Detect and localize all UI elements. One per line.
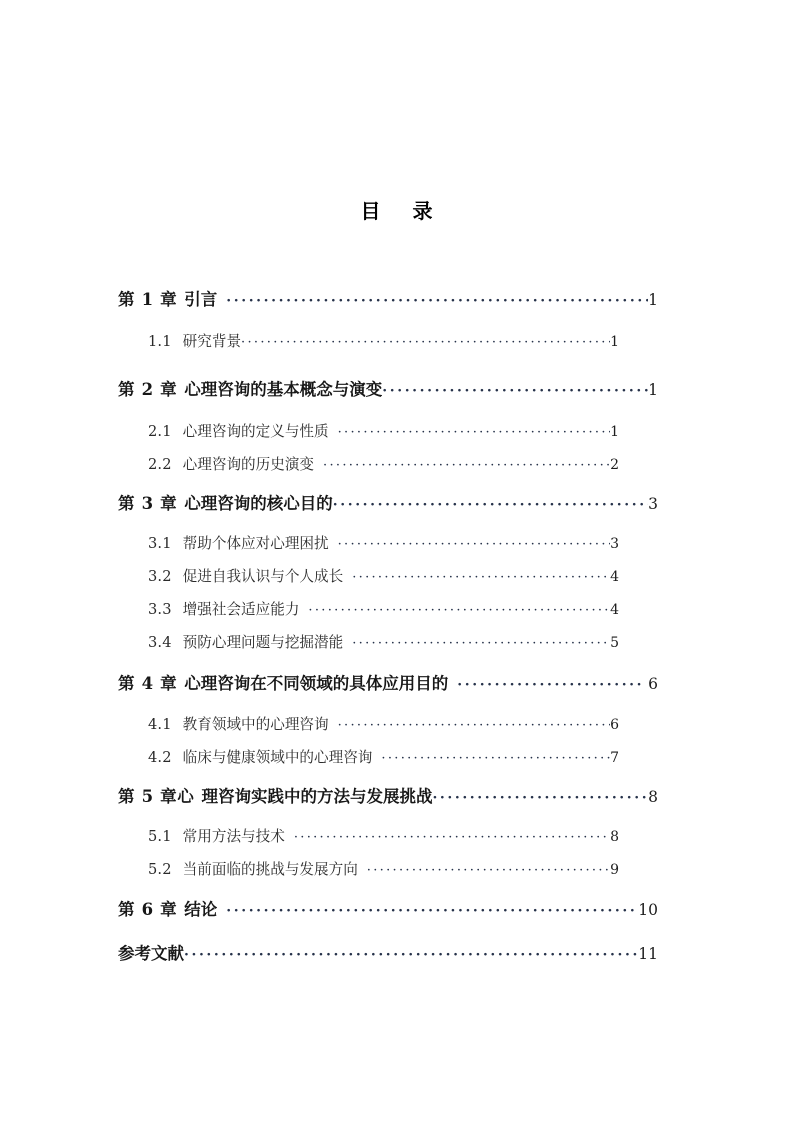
toc-entry-page-number: 3 [610, 536, 619, 552]
toc-entry-number: 5.1 [148, 828, 172, 845]
toc-section-entry[interactable] [148, 453, 619, 486]
dot-leader [432, 791, 648, 808]
toc-entry-number: 3.4 [148, 634, 172, 651]
toc-entry-number: 1.1 [148, 333, 172, 350]
dot-leader [338, 538, 610, 553]
toc-entry-title: 结论 [184, 900, 218, 919]
toc-section-entry[interactable] [148, 825, 619, 858]
toc-entry-page-number: 10 [638, 901, 658, 919]
dot-leader [382, 384, 648, 401]
toc-entry-title: 预防心理问题与挖掘潜能 [182, 634, 344, 651]
toc-chapter-entry[interactable] [118, 286, 658, 326]
toc-section-entry[interactable] [148, 858, 619, 891]
toc-entry-title: 增强社会适应能力 [182, 601, 300, 618]
toc-entry-title: 当前面临的挑战与发展方向 [182, 861, 358, 878]
toc-section-entry[interactable] [148, 420, 619, 453]
toc-entry-page-number: 6 [648, 675, 658, 693]
toc-entry-page-number: 1 [610, 334, 619, 350]
toc-chapter-entry[interactable] [118, 376, 658, 416]
toc-chapter-entry[interactable] [118, 940, 658, 980]
toc-entry-page-number: 8 [648, 788, 658, 806]
toc-entry-title: 教育领域中的心理咨询 [182, 716, 329, 733]
toc-entry-number: 2.2 [148, 456, 172, 473]
toc-entry-title: 常用方法与技术 [182, 828, 285, 845]
toc-entry-page-number: 8 [610, 829, 619, 845]
dot-leader [226, 904, 638, 921]
toc-entry-title: 研究背景 [182, 333, 242, 350]
dot-leader [333, 498, 648, 515]
toc-entry-page-number: 7 [610, 750, 619, 766]
toc-entry-number: 第 1 章 [118, 290, 178, 309]
toc-chapter-entry[interactable] [118, 490, 658, 530]
toc-entry-number: 3.3 [148, 601, 172, 618]
toc-section-entry[interactable] [148, 631, 619, 664]
dot-leader [381, 752, 610, 767]
toc-section-entry[interactable] [148, 746, 619, 779]
toc-entry-number: 5.2 [148, 861, 172, 878]
toc-entry-title: 促进自我认识与个人成长 [182, 568, 344, 585]
toc-entry-page-number: 5 [610, 635, 619, 651]
dot-leader [323, 459, 610, 474]
page-title: 目 录 [360, 199, 439, 223]
toc-entry-number: 3.1 [148, 535, 172, 552]
toc-entry-number: 第 2 章 [118, 380, 178, 399]
toc-entry-number: 4.1 [148, 716, 172, 733]
toc-entry-title: 心理咨询的核心目的 [184, 494, 333, 513]
dot-leader [184, 948, 638, 965]
toc-section-entry[interactable] [148, 330, 619, 363]
dot-leader [352, 637, 610, 652]
toc-entry-number: 第 3 章 [118, 494, 178, 513]
toc-entry-title: 心理咨询的历史演变 [182, 456, 315, 473]
dot-leader [241, 336, 610, 351]
dot-leader [352, 571, 610, 586]
toc-entry-page-number: 2 [610, 457, 619, 473]
toc-entry-page-number: 1 [648, 381, 658, 399]
toc-entry-page-number: 9 [610, 862, 619, 878]
toc-section-entry[interactable] [148, 713, 619, 746]
toc-entry-page-number: 4 [610, 569, 619, 585]
toc-entry-number: 4.2 [148, 749, 172, 766]
dot-leader [294, 831, 610, 846]
toc-section-entry[interactable] [148, 565, 619, 598]
toc-entry-title: 心理咨询的定义与性质 [182, 423, 329, 440]
toc-section-entry[interactable] [148, 532, 619, 565]
toc-entry-page-number: 1 [648, 291, 658, 309]
toc-entry-title: 引言 [184, 290, 218, 309]
dot-leader [457, 678, 641, 695]
toc-entry-number: 3.2 [148, 568, 172, 585]
toc-entry-title: 帮助个体应对心理困扰 [182, 535, 329, 552]
toc-entry-page-number: 1 [610, 424, 619, 440]
toc-chapter-entry[interactable] [118, 896, 658, 936]
dot-leader [338, 719, 610, 734]
toc-entry-title: 参考文献 [118, 944, 184, 963]
toc-entry-title: 心理咨询在不同领域的具体应用目的 [184, 674, 449, 693]
dot-leader [308, 604, 610, 619]
dot-leader [367, 864, 610, 879]
toc-entry-title: 心理咨询的基本概念与演变 [184, 380, 383, 399]
toc-entry-page-number: 6 [610, 717, 619, 733]
toc-entry-page-number: 11 [638, 945, 658, 963]
toc-entry-page-number: 4 [610, 602, 619, 618]
toc-entry-number: 第 4 章 [118, 674, 178, 693]
dot-leader [338, 426, 610, 441]
dot-leader [226, 294, 648, 311]
toc-entry-number: 2.1 [148, 423, 172, 440]
toc-chapter-entry[interactable] [118, 783, 658, 823]
toc-entry-title: 临床与健康领域中的心理咨询 [182, 749, 373, 766]
toc-entry-title: 理咨询实践中的方法与发展挑战 [201, 787, 433, 806]
toc-section-entry[interactable] [148, 598, 619, 631]
toc-entry-page-number: 3 [648, 495, 658, 513]
toc-chapter-entry[interactable] [118, 670, 658, 710]
toc-entry-number: 第 5 章心 [118, 787, 195, 806]
toc-entry-number: 第 6 章 [118, 900, 178, 919]
